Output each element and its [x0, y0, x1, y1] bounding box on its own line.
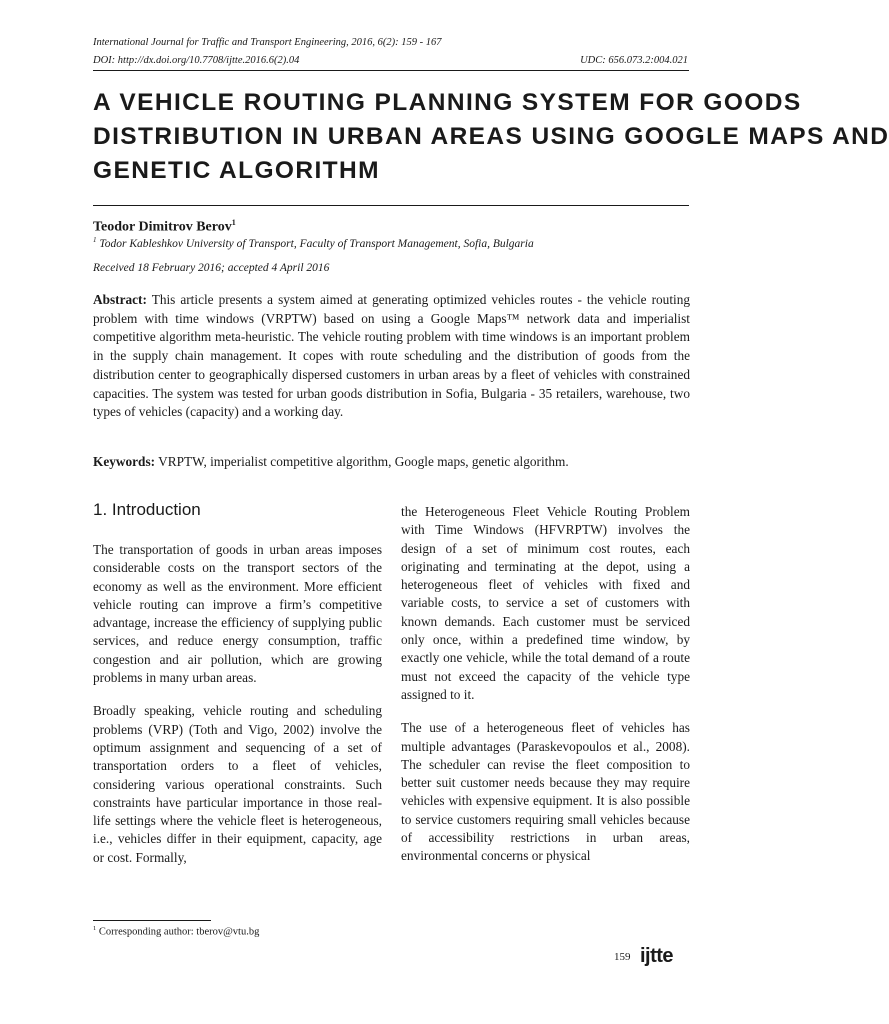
keywords — [93, 453, 690, 472]
affiliation-text: Todor Kableshkov University of Transport, Faculty of Transport Management, Sofia, Bulgaria — [99, 237, 534, 250]
author-affiliation — [93, 236, 534, 250]
title-line: DISTRIBUTION IN URBAN AREAS USING GOOGLE MAPS AND — [93, 123, 889, 150]
abstract — [93, 291, 690, 422]
abstract-label: Abstract: — [93, 292, 147, 307]
right-column — [401, 503, 690, 881]
udc-code: UDC: 656.073.2:004.021 — [580, 55, 688, 66]
footnote-text: Corresponding author: tberov@vtu.bg — [98, 926, 260, 938]
title-rule — [93, 205, 689, 206]
journal-citation: International Journal for Traffic and Transport Engineering, 2016, 6(2): 159 - 167 — [93, 37, 442, 48]
paper-title — [93, 86, 889, 188]
left-column — [93, 541, 382, 882]
header-rule — [93, 70, 689, 71]
author-superscript: 1 — [231, 218, 236, 227]
doi-link[interactable]: DOI: http://dx.doi.org/10.7708/ijtte.2016.6(2).04 — [93, 55, 300, 66]
paragraph: The transportation of goods in urban areas imposes considerable costs on the transport sectors of the economy as well as the environment. More efficient vehicle routing can improve a firm’s competitive advantage, increase the efficiency of supplying public services, and reduce energy consumption, traffic congestion and air pollution, which are growing problems in many urban areas. — [93, 542, 382, 686]
title-line: GENETIC ALGORITHM — [93, 157, 380, 184]
page-number: 159 — [614, 951, 631, 963]
footnote — [93, 925, 259, 938]
title-line: A VEHICLE ROUTING PLANNING SYSTEM FOR GOODS — [93, 89, 802, 116]
author-name-text: Teodor Dimitrov Berov — [93, 219, 232, 235]
keywords-text: VRPTW, imperialist competitive algorithm, Google maps, genetic algorithm. — [158, 454, 569, 469]
journal-logo: ijtte — [640, 945, 674, 967]
abstract-text: This article presents a system aimed at generating optimized vehicles routes - the vehicle routing problem with time windows (VRPTW) based on using a Google Maps™ network data and imperialist competitive algorithm meta-heuristic. The vehicle routing problem with time windows is an important problem in the supply chain management. It copes with route scheduling and the distribution of goods from the distribution center to geographically dispersed customers in urban areas by a fleet of vehicles with constrained capacities. The system was tested for urban goods distribution in Sofia, Bulgaria - 35 retailers, warehouse, two types of vehicles (capacity) and a working day. — [93, 292, 690, 420]
paragraph: The use of a heterogeneous fleet of vehicles has multiple advantages (Paraskevopoulos et al., 2008). The scheduler can revise the fleet composition to better suit customer needs because they may require vehicles with expensive equipment. It is also possible to service customers requiring small vehicles because of accessibility restrictions in urban areas, environmental concerns or physical — [401, 720, 690, 864]
paragraph: the Heterogeneous Fleet Vehicle Routing Problem with Time Windows (HFVRPTW) involves the design of a set of minimum cost routes, each originating and terminating at the depot, using a heterogeneous fleet of vehicles with fixed and variable costs, to service a set of customers with known demands. Each customer must be serviced only once, within a predefined time window, by exactly one vehicle, while the total demand of a route must not exceed the capacity of the vehicle type assigned to it. — [401, 504, 690, 702]
paragraph: Broadly speaking, vehicle routing and scheduling problems (VRP) (Toth and Vigo, 2002) involve the optimum assignment and sequencing of a set of transportation orders to a fleet of vehicles, considering various operational constraints. Such constraints have particular importance in those real-life settings where the vehicle fleet is heterogeneous, i.e., vehicles differ in their equipment, capacity, age or cost. Formally, — [93, 703, 382, 865]
author-name — [93, 218, 236, 236]
keywords-label: Keywords: — [93, 454, 156, 469]
footnote-superscript: 1 — [93, 925, 97, 932]
received-date: Received 18 February 2016; accepted 4 April 2016 — [93, 262, 330, 274]
section-heading: 1. Introduction — [93, 500, 201, 519]
affiliation-superscript: 1 — [93, 236, 97, 244]
footnote-rule — [93, 920, 211, 921]
